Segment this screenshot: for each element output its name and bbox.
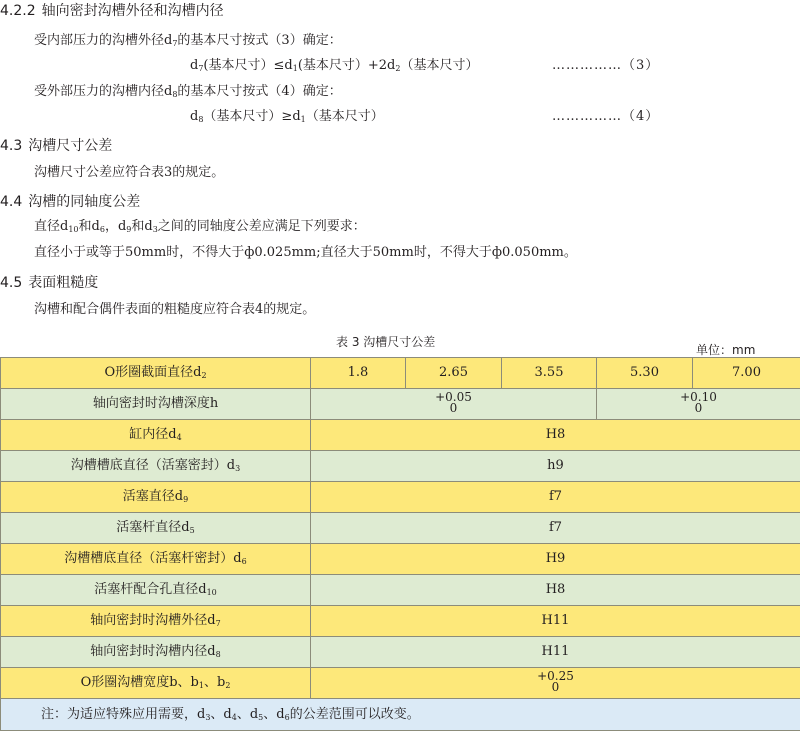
section-4-5-body: 沟槽和配合偶件表面的粗糙度应符合表4的规定。 — [34, 298, 315, 317]
section-title: 沟槽尺寸公差 — [28, 138, 112, 154]
formula-4: $d_8$（基本尺寸）$\ge d_1$（基本尺寸） — [190, 105, 384, 124]
section-title: 表面粗糙度 — [28, 275, 98, 291]
tolerance-cell: H11 — [311, 606, 800, 637]
table-row — [1, 389, 800, 420]
section-number: 4.2.2 — [0, 3, 36, 19]
inner-pressure-line: 受内部压力的沟槽外径$d_7$的基本尺寸按式（3）确定： — [34, 29, 342, 48]
table-row — [1, 513, 800, 544]
table-note-row — [1, 699, 800, 731]
section-number: 4.4 — [0, 194, 22, 210]
row-label: 沟槽槽底直径（活塞杆密封）$d_6$ — [1, 544, 311, 575]
outer-pressure-line: 受外部压力的沟槽内径$d_8$的基本尺寸按式（4）确定： — [34, 80, 342, 99]
table-row — [1, 420, 800, 451]
section-number: 4.5 — [0, 275, 22, 291]
coaxiality-line-2: 直径小于或等于50mm时，不得大于ф0.025mm;直径大于50mm时，不得大于ф0.050mm。 — [34, 241, 577, 260]
table-caption: 表 3 沟槽尺寸公差 — [336, 333, 435, 350]
section-title: 轴向密封沟槽外径和沟槽内径 — [42, 3, 224, 19]
tolerance-cell: +0.25 0 — [311, 668, 800, 699]
groove-tolerance-table — [0, 357, 800, 731]
formula-3-ref: ……………（3） — [552, 54, 659, 73]
cross-section-value: 5.30 — [597, 358, 693, 389]
cross-section-value: 7.00 — [693, 358, 800, 389]
section-4-3-body: 沟槽尺寸公差应符合表3的规定。 — [34, 161, 224, 180]
tolerance-cell: H8 — [311, 575, 800, 606]
tolerance-cell: +0.10 0 — [597, 389, 800, 420]
table-note: 注：为适应特殊应用需要，$d_3$、$d_4$、$d_5$、$d_6$的公差范围可以改变。 — [1, 699, 800, 731]
tolerance-cell: h9 — [311, 451, 800, 482]
cross-section-value: 3.55 — [502, 358, 597, 389]
cross-section-value: 2.65 — [406, 358, 502, 389]
row-label: 缸内径$d_4$ — [1, 420, 311, 451]
section-4-5-heading — [0, 272, 98, 292]
section-number: 4.3 — [0, 138, 22, 154]
table-row — [1, 637, 800, 668]
row-label: 活塞杆配合孔直径$d_{10}$ — [1, 575, 311, 606]
section-4-4-heading — [0, 191, 140, 211]
row-label: O形圈截面直径$d_2$ — [1, 358, 311, 389]
table-row — [1, 668, 800, 699]
tolerance-cell: f7 — [311, 513, 800, 544]
table-row — [1, 544, 800, 575]
tolerance-cell: H9 — [311, 544, 800, 575]
row-label: 沟槽槽底直径（活塞密封）$d_3$ — [1, 451, 311, 482]
table-header-row — [1, 358, 800, 389]
row-label: 轴向密封时沟槽内径$d_8$ — [1, 637, 311, 668]
section-4-2-2-heading — [0, 0, 224, 20]
tolerance-cell: +0.05 0 — [311, 389, 597, 420]
tolerance-cell: H8 — [311, 420, 800, 451]
table-row — [1, 575, 800, 606]
section-title: 沟槽的同轴度公差 — [28, 194, 140, 210]
formula-4-ref: ……………（4） — [552, 105, 659, 124]
cross-section-value: 1.8 — [311, 358, 406, 389]
row-label: O形圈沟槽宽度b、$b_1$、$b_2$ — [1, 668, 311, 699]
row-label: 活塞杆直径$d_5$ — [1, 513, 311, 544]
row-label: 轴向密封时沟槽外径$d_7$ — [1, 606, 311, 637]
table-row — [1, 451, 800, 482]
row-label: 活塞直径$d_9$ — [1, 482, 311, 513]
coaxiality-line-1: 直径$d_{10}$和$d_6$，$d_9$和$d_3$之间的同轴度公差应满足下列要求： — [34, 215, 366, 234]
row-label: 轴向密封时沟槽深度h — [1, 389, 311, 420]
formula-3: $d_7$(基本尺寸）$\le d_1$(基本尺寸）$+2d_2$（基本尺寸） — [190, 54, 478, 73]
table-unit: 单位：mm — [696, 341, 755, 358]
section-4-3-heading — [0, 135, 112, 155]
table-row — [1, 482, 800, 513]
tolerance-cell: H11 — [311, 637, 800, 668]
tolerance-cell: f7 — [311, 482, 800, 513]
table-row — [1, 606, 800, 637]
